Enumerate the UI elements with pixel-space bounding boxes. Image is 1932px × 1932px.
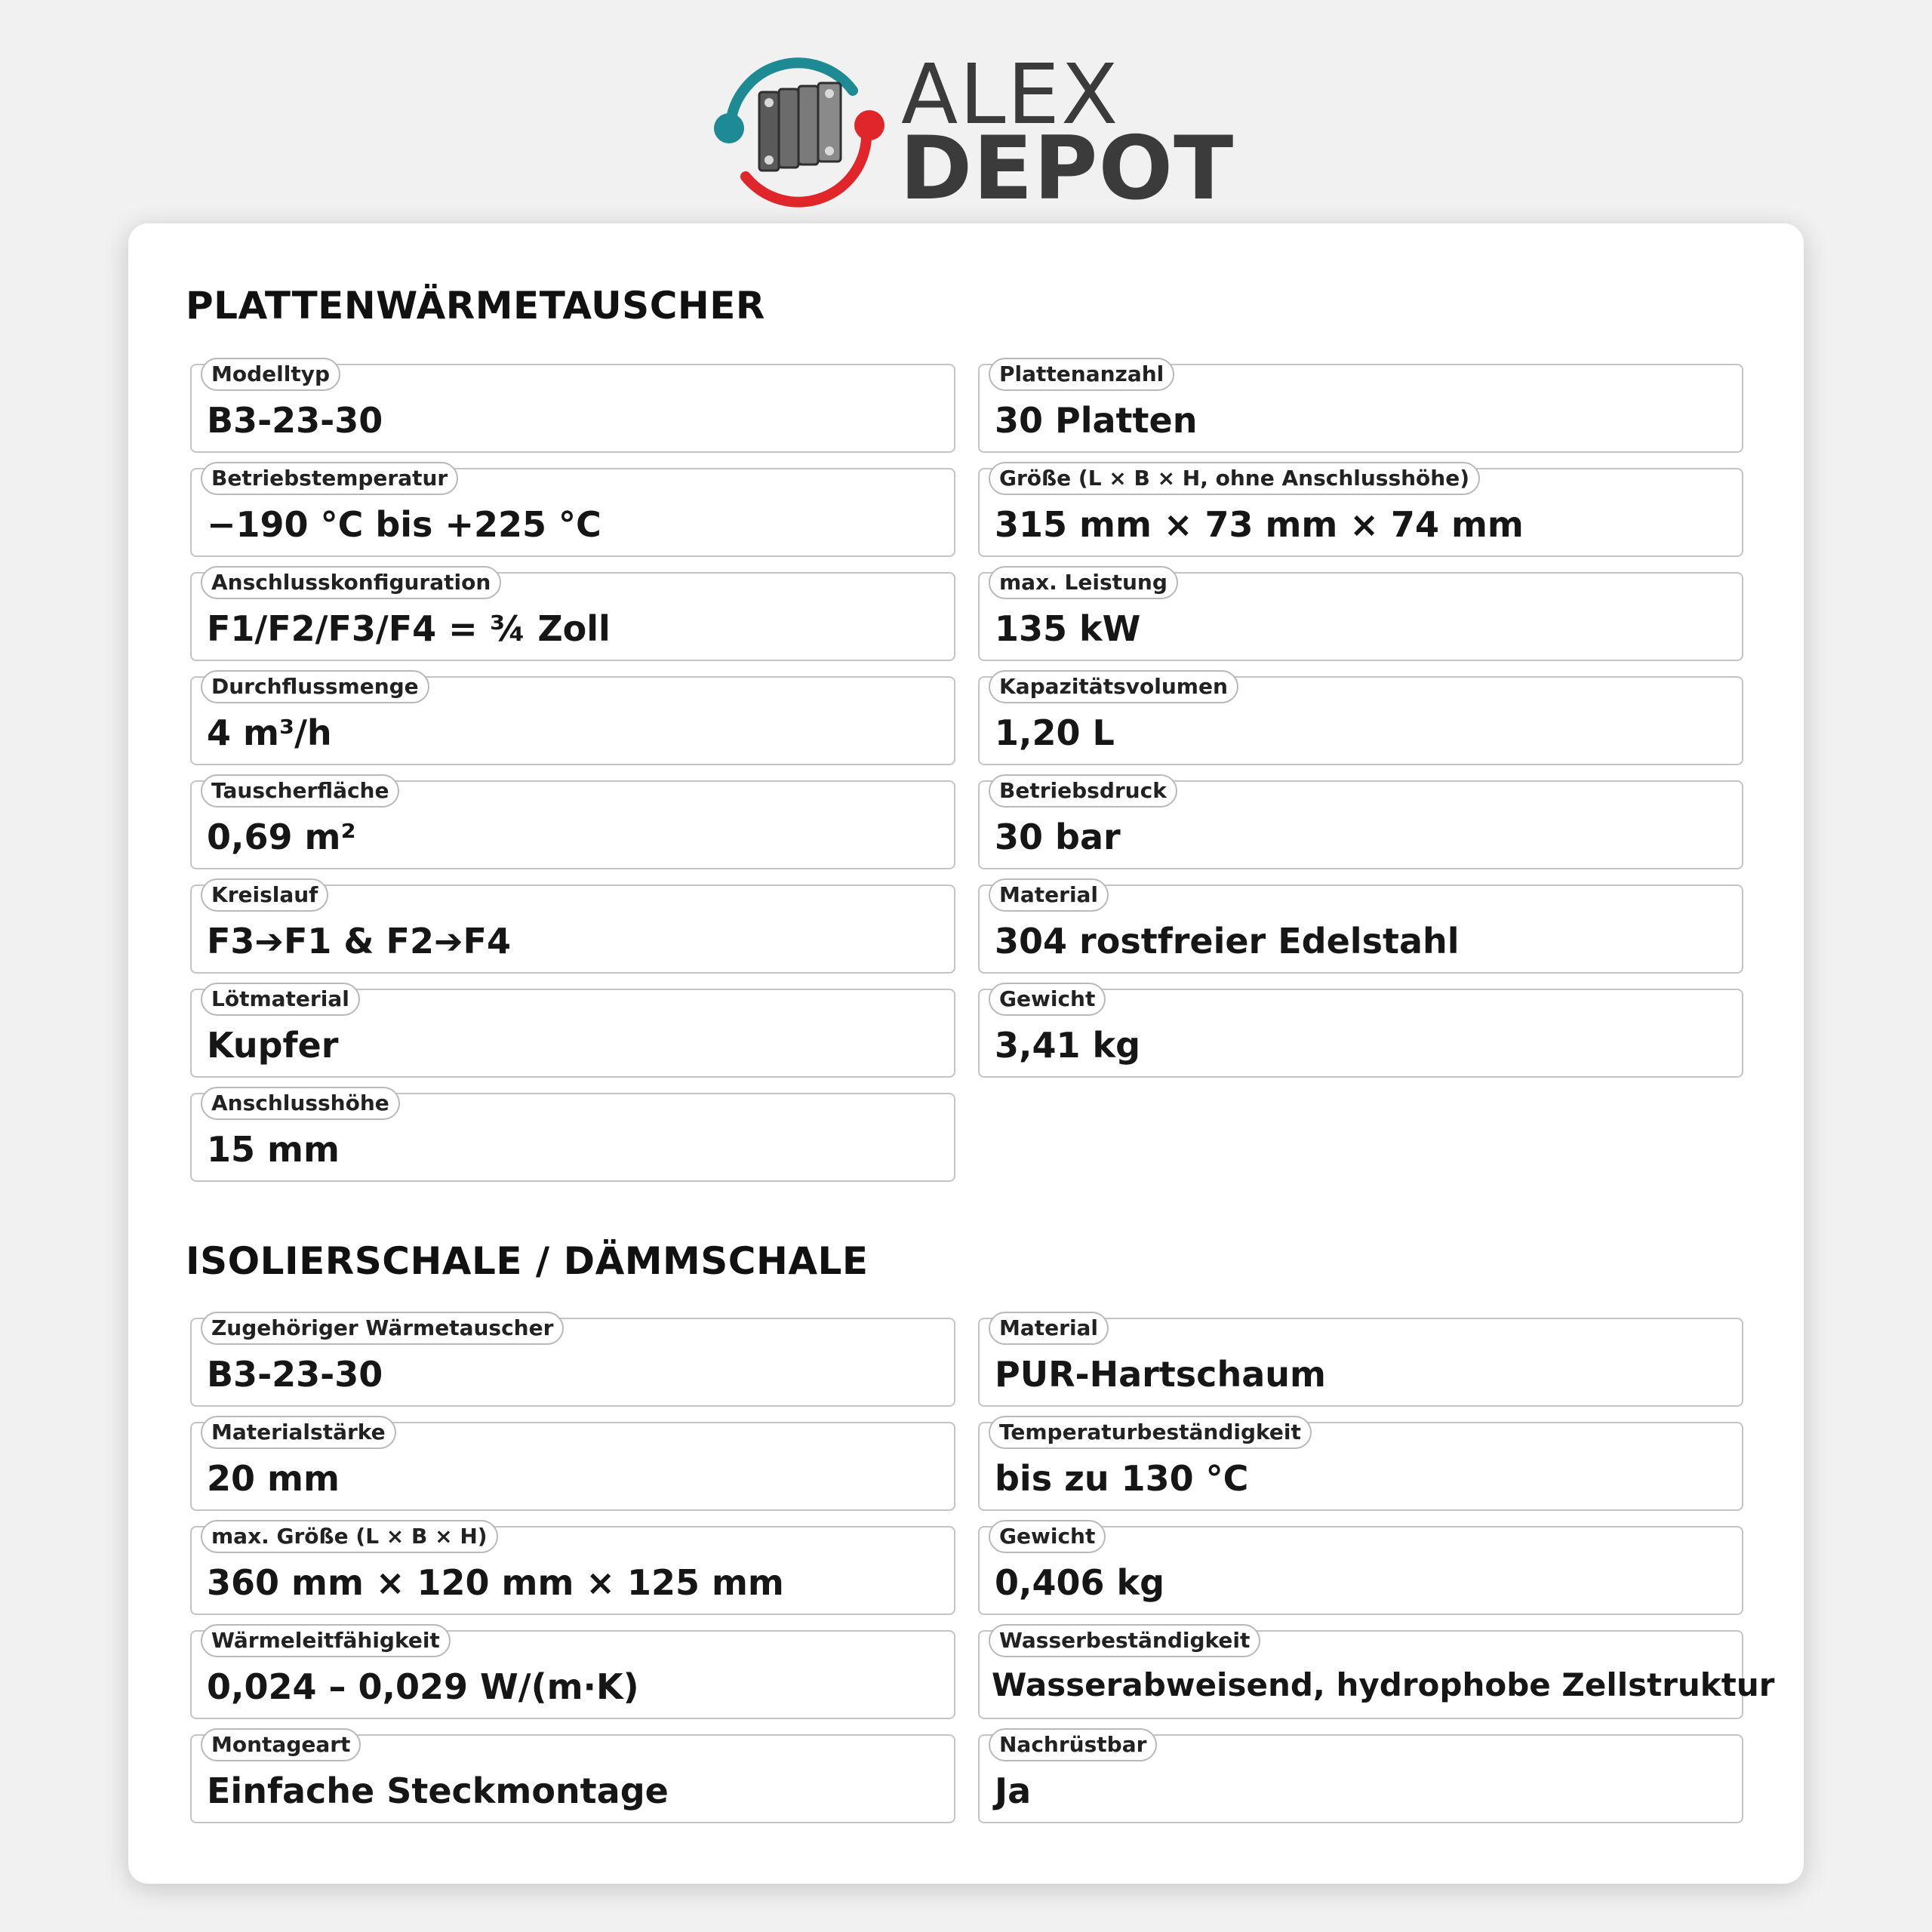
field-value: 4 m³/h <box>207 712 332 753</box>
field-value: bis zu 130 °C <box>995 1458 1249 1499</box>
field-label: Tauscherfläche <box>201 774 399 808</box>
field-value: 30 bar <box>995 817 1121 857</box>
field-label: Durchflussmenge <box>201 670 429 703</box>
field-value: B3-23-30 <box>207 400 383 441</box>
field-value: −190 °C bis +225 °C <box>207 504 601 545</box>
section-title-insulation: ISOLIERSCHALE / DÄMMSCHALE <box>186 1239 869 1283</box>
field-label: Kreislauf <box>201 878 328 912</box>
field-label: max. Leistung <box>989 566 1178 599</box>
field-groesse <box>978 468 1743 557</box>
field-label: Plattenanzahl <box>989 358 1174 391</box>
field-gewicht <box>978 986 1743 1078</box>
field-anschlusshoehe <box>190 1093 955 1182</box>
field-label: Größe (L × B × H, ohne Anschlusshöhe) <box>989 462 1480 495</box>
field-label: Nachrüstbar <box>989 1728 1157 1761</box>
field-label: Betriebstemperatur <box>201 462 458 495</box>
brand-name-line1: ALEX <box>901 46 1120 143</box>
field-value: 360 mm × 120 mm × 125 mm <box>207 1562 784 1603</box>
field-value: 0,69 m² <box>207 817 356 857</box>
field-durchflussmenge <box>190 676 955 765</box>
field-anschlusskonfiguration <box>190 572 955 661</box>
field-gewicht <box>978 1526 1743 1615</box>
field-value: Kupfer <box>207 1025 339 1066</box>
field-label: Anschlusskonfiguration <box>201 566 501 599</box>
field-value: 304 rostfreier Edelstahl <box>995 921 1460 961</box>
field-value: Wasserabweisend, hydrophobe Zellstruktur <box>992 1666 1775 1703</box>
brand-logo <box>708 46 1236 220</box>
field-label: Betriebsdruck <box>989 774 1177 808</box>
field-value: 0,406 kg <box>995 1562 1165 1603</box>
field-label: max. Größe (L × B × H) <box>201 1520 498 1553</box>
field-value: B3-23-30 <box>207 1354 383 1395</box>
field-value: Einfache Steckmontage <box>207 1770 669 1811</box>
section-title-heat-exchanger: PLATTENWÄRMETAUSCHER <box>186 284 765 328</box>
field-materialstaerke <box>190 1422 955 1511</box>
field-value: F3➔F1 & F2➔F4 <box>207 921 511 961</box>
field-value: Ja <box>995 1770 1032 1811</box>
field-zugehoeriger-waermetauscher <box>190 1315 955 1407</box>
field-value: 315 mm × 73 mm × 74 mm <box>995 504 1524 545</box>
spec-grid-heat-exchanger <box>190 361 1743 1182</box>
field-label: Materialstärke <box>201 1416 396 1449</box>
field-value: 20 mm <box>207 1458 340 1499</box>
field-label: Kapazitätsvolumen <box>989 670 1238 703</box>
field-tauscherflaeche <box>190 780 955 869</box>
field-max-groesse <box>190 1526 955 1615</box>
field-label: Lötmaterial <box>201 983 360 1016</box>
brand-name-line2: DEPOT <box>900 118 1235 220</box>
field-kreislauf <box>190 884 955 974</box>
field-material <box>978 1315 1743 1407</box>
field-temperaturbestaendigkeit <box>978 1422 1743 1511</box>
field-max-leistung <box>978 572 1743 661</box>
field-label: Anschlusshöhe <box>201 1087 400 1120</box>
field-modelltyp <box>190 361 955 453</box>
field-montageart <box>190 1734 955 1823</box>
field-nachruestbar <box>978 1734 1743 1823</box>
field-betriebstemperatur <box>190 468 955 557</box>
field-value: PUR-Hartschaum <box>995 1354 1326 1395</box>
field-label: Zugehöriger Wärmetauscher <box>201 1312 564 1345</box>
field-label: Modelltyp <box>201 358 340 391</box>
field-wasserbestaendigkeit <box>978 1628 1775 1719</box>
field-value: F1/F2/F3/F4 = ¾ Zoll <box>207 608 611 649</box>
field-material <box>978 884 1743 974</box>
field-label: Gewicht <box>989 1520 1106 1553</box>
field-kapazitaetsvolumen <box>978 676 1743 765</box>
field-plattenanzahl <box>978 361 1743 453</box>
field-waermeleitfaehigkeit <box>190 1630 955 1719</box>
field-label: Material <box>989 1312 1109 1345</box>
field-label: Temperaturbeständigkeit <box>989 1416 1312 1449</box>
field-loetmaterial <box>190 986 955 1078</box>
spec-card <box>128 223 1804 1884</box>
field-label: Material <box>989 878 1109 912</box>
field-betriebsdruck <box>978 780 1743 869</box>
field-label: Wärmeleitfähigkeit <box>201 1624 451 1657</box>
heat-exchanger-logo-icon <box>708 47 889 213</box>
field-value: 3,41 kg <box>995 1025 1141 1066</box>
field-value: 1,20 L <box>995 712 1115 753</box>
field-label: Gewicht <box>989 983 1106 1016</box>
field-value: 0,024 – 0,029 W/(m·K) <box>207 1666 639 1707</box>
field-value: 135 kW <box>995 608 1141 649</box>
field-label: Montageart <box>201 1728 361 1761</box>
field-label: Wasserbeständigkeit <box>989 1624 1260 1657</box>
field-value: 15 mm <box>207 1129 340 1170</box>
field-value: 30 Platten <box>995 400 1198 441</box>
spec-grid-insulation <box>190 1315 1775 1823</box>
